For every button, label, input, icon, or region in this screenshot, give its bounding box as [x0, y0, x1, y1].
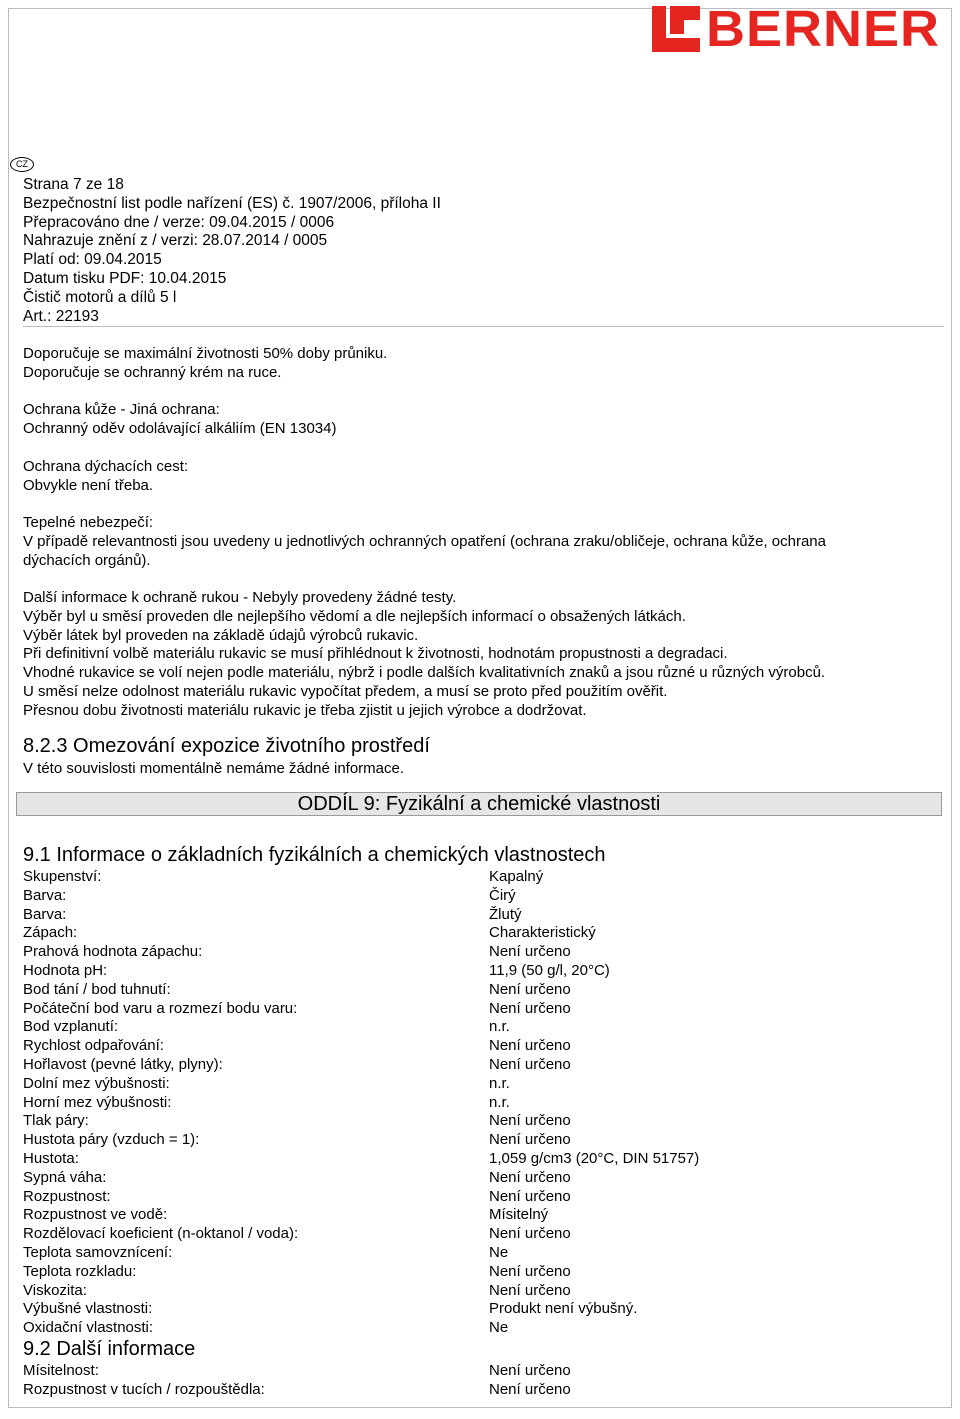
glove-line: Výběr byl u směsí proveden dle nejlepšího vědomí a dle nejlepších informací o obsažených látkách. [23, 607, 686, 625]
property-row [23, 1300, 699, 1319]
property-value: Není určeno [489, 1362, 571, 1379]
header-line: Bezpečnostní list podle nařízení (ES) č. 1907/2006, příloha II [23, 194, 441, 212]
property-row [23, 887, 699, 906]
property-label: Počáteční bod varu a rozmezí bodu varu: [23, 999, 298, 1017]
header-line: Nahrazuje znění z / verzi: 28.07.2014 / 0005 [23, 232, 328, 250]
property-label: Teplota samovznícení: [23, 1243, 173, 1261]
property-row [23, 1263, 699, 1282]
property-row [23, 1150, 699, 1169]
header-line: Čistič motorů a dílů 5 l [23, 288, 177, 306]
section-8-2-3-text [23, 760, 404, 779]
respiratory-protection [23, 458, 188, 496]
berner-logo-text: BERNER [706, 0, 941, 58]
property-row [23, 1188, 699, 1207]
property-value: Žlutý [489, 905, 522, 923]
property-label: Skupenství: [23, 868, 102, 885]
property-row [23, 906, 699, 925]
property-row [23, 962, 699, 981]
country-badge: CZ [10, 157, 34, 172]
property-label: Barva: [23, 905, 67, 923]
property-value: Není určeno [489, 1187, 571, 1205]
property-label: Rozdělovací koeficient (n-oktanol / voda): [23, 1225, 299, 1243]
property-label: Výbušné vlastnosti: [23, 1300, 153, 1318]
property-value: Není určeno [489, 999, 571, 1017]
header-line: Přepracováno dne / verze: 09.04.2015 / 0006 [23, 213, 335, 231]
property-row [23, 1381, 571, 1400]
property-label: Teplota rozkladu: [23, 1262, 137, 1280]
property-value: Charakteristický [489, 924, 596, 942]
property-row [23, 1131, 699, 1150]
header-line: Art.: 22193 [23, 307, 99, 325]
glove-line: Výběr látek byl proveden na základě údajů výrobců rukavic. [23, 626, 419, 644]
property-value: Není určeno [489, 1380, 571, 1398]
property-label: Rozpustnost v tucích / rozpouštědla: [23, 1380, 265, 1398]
property-row [23, 1169, 699, 1188]
property-row [23, 1244, 699, 1263]
property-value: Není určeno [489, 1112, 571, 1130]
property-value: Není určeno [489, 943, 571, 961]
property-value: Ne [489, 1319, 509, 1337]
respiratory-protection-text: Obvykle není třeba. [23, 476, 154, 494]
property-label: Oxidační vlastnosti: [23, 1319, 154, 1337]
property-row [23, 1075, 699, 1094]
property-value: n.r. [489, 1074, 510, 1092]
property-row [23, 1282, 699, 1301]
header-line: Strana 7 ze 18 [23, 176, 124, 193]
property-value: Kapalný [489, 868, 544, 885]
property-value: Čirý [489, 886, 516, 904]
thermal-hazards-title: Tepelné nebezpečí: [23, 514, 154, 531]
properties-table [23, 868, 699, 1338]
property-value: Produkt není výbušný. [489, 1300, 638, 1318]
property-label: Rychlost odpařování: [23, 1037, 164, 1055]
property-label: Zápach: [23, 924, 78, 942]
property-row [23, 943, 699, 962]
skin-protection-text: Ochranný oděv odolávající alkáliím (EN 13034) [23, 419, 337, 437]
document-header [23, 176, 441, 326]
property-label: Hořlavost (pevné látky, plyny): [23, 1055, 223, 1073]
property-label: Rozpustnost: [23, 1187, 111, 1205]
property-value: Není určeno [489, 1262, 571, 1280]
property-row [23, 1018, 699, 1037]
header-line: Platí od: 09.04.2015 [23, 251, 162, 269]
section-8-2-3-title: 8.2.3 Omezování expozice životního prostředí [23, 735, 430, 757]
property-value: 1,059 g/cm3 (20°C, DIN 51757) [489, 1149, 700, 1167]
property-label: Sypná váha: [23, 1168, 107, 1186]
property-row [23, 1225, 699, 1244]
property-label: Hustota páry (vzduch = 1): [23, 1131, 200, 1149]
thermal-hazards-text: V případě relevantnosti jsou uvedeny u jednotlivých ochranných opatření (ochrana zraku/obličeje, ochrana kůže, ochrana [23, 532, 826, 550]
glove-line: U směsí nelze odolnost materiálu rukavic vypočítat předem, a musí se proto před použitím ověřit. [23, 682, 668, 700]
property-value: Není určeno [489, 1055, 571, 1073]
hand-protection-notes [23, 345, 387, 383]
property-row [23, 1112, 699, 1131]
property-value: Není určeno [489, 1168, 571, 1186]
property-label: Tlak páry: [23, 1112, 89, 1130]
property-value: Ne [489, 1243, 509, 1261]
property-value: 11,9 (50 g/l, 20°C) [489, 961, 610, 979]
glove-line: Další informace k ochraně rukou - Nebyly provedeny žádné testy. [23, 589, 457, 606]
header-divider [23, 326, 944, 327]
header-line: Datum tisku PDF: 10.04.2015 [23, 269, 227, 287]
paragraph: Doporučuje se ochranný krém na ruce. [23, 363, 282, 381]
respiratory-protection-title: Ochrana dýchacích cest: [23, 458, 189, 475]
section-9-heading: ODDÍL 9: Fyzikální a chemické vlastnosti [16, 792, 942, 816]
glove-information [23, 589, 825, 721]
property-value: Není určeno [489, 1225, 571, 1243]
property-row [23, 981, 699, 1000]
property-value: Není určeno [489, 1037, 571, 1055]
thermal-hazards-text: dýchacích orgánů). [23, 551, 151, 569]
skin-protection [23, 401, 337, 439]
property-label: Hodnota pH: [23, 961, 108, 979]
thermal-hazards [23, 514, 826, 570]
property-label: Prahová hodnota zápachu: [23, 943, 203, 961]
paragraph: V této souvislosti momentálně nemáme žádné informace. [23, 760, 405, 777]
property-value: Není určeno [489, 980, 571, 998]
property-label: Bod tání / bod tuhnutí: [23, 980, 171, 998]
property-label: Barva: [23, 886, 67, 904]
property-value: n.r. [489, 1093, 510, 1111]
property-row [23, 1056, 699, 1075]
property-row [23, 868, 699, 887]
property-row [23, 924, 699, 943]
property-label: Rozpustnost ve vodě: [23, 1206, 168, 1224]
property-row [23, 1094, 699, 1113]
berner-logo-mark-icon [652, 6, 700, 52]
property-row [23, 1037, 699, 1056]
property-row [23, 1319, 699, 1338]
property-row [23, 1362, 571, 1381]
property-label: Viskozita: [23, 1281, 87, 1299]
property-label: Hustota: [23, 1149, 79, 1167]
section-9-2-title: 9.2 Další informace [23, 1338, 196, 1360]
glove-line: Vhodné rukavice se volí nejen podle materiálu, nýbrž i podle dalších kvalitativních znaků a jsou různé u různých výrobců. [23, 664, 826, 682]
glove-line: Přesnou dobu životnosti materiálu rukavic je třeba zjistit u jejich výrobce a dodržovat. [23, 701, 587, 719]
skin-protection-title: Ochrana kůže - Jiná ochrana: [23, 401, 220, 418]
property-row [23, 1000, 699, 1019]
paragraph: Doporučuje se maximální životnosti 50% doby průniku. [23, 345, 388, 362]
glove-line: Při definitivní volbě materiálu rukavic se musí přihlédnout k životnosti, hodnotám propustnosti a degradaci. [23, 645, 728, 663]
property-value: Není určeno [489, 1131, 571, 1149]
property-value: Mísitelný [489, 1206, 549, 1224]
property-row [23, 1206, 699, 1225]
property-label: Horní mez výbušnosti: [23, 1093, 172, 1111]
property-label: Mísitelnost: [23, 1362, 99, 1379]
property-value: Není určeno [489, 1281, 571, 1299]
section-9-1-title: 9.1 Informace o základních fyzikálních a chemických vlastnostech [23, 844, 606, 866]
other-information-table [23, 1362, 571, 1400]
property-label: Dolní mez výbušnosti: [23, 1074, 170, 1092]
berner-logo [652, 0, 941, 58]
property-value: n.r. [489, 1018, 510, 1036]
property-label: Bod vzplanutí: [23, 1018, 119, 1036]
